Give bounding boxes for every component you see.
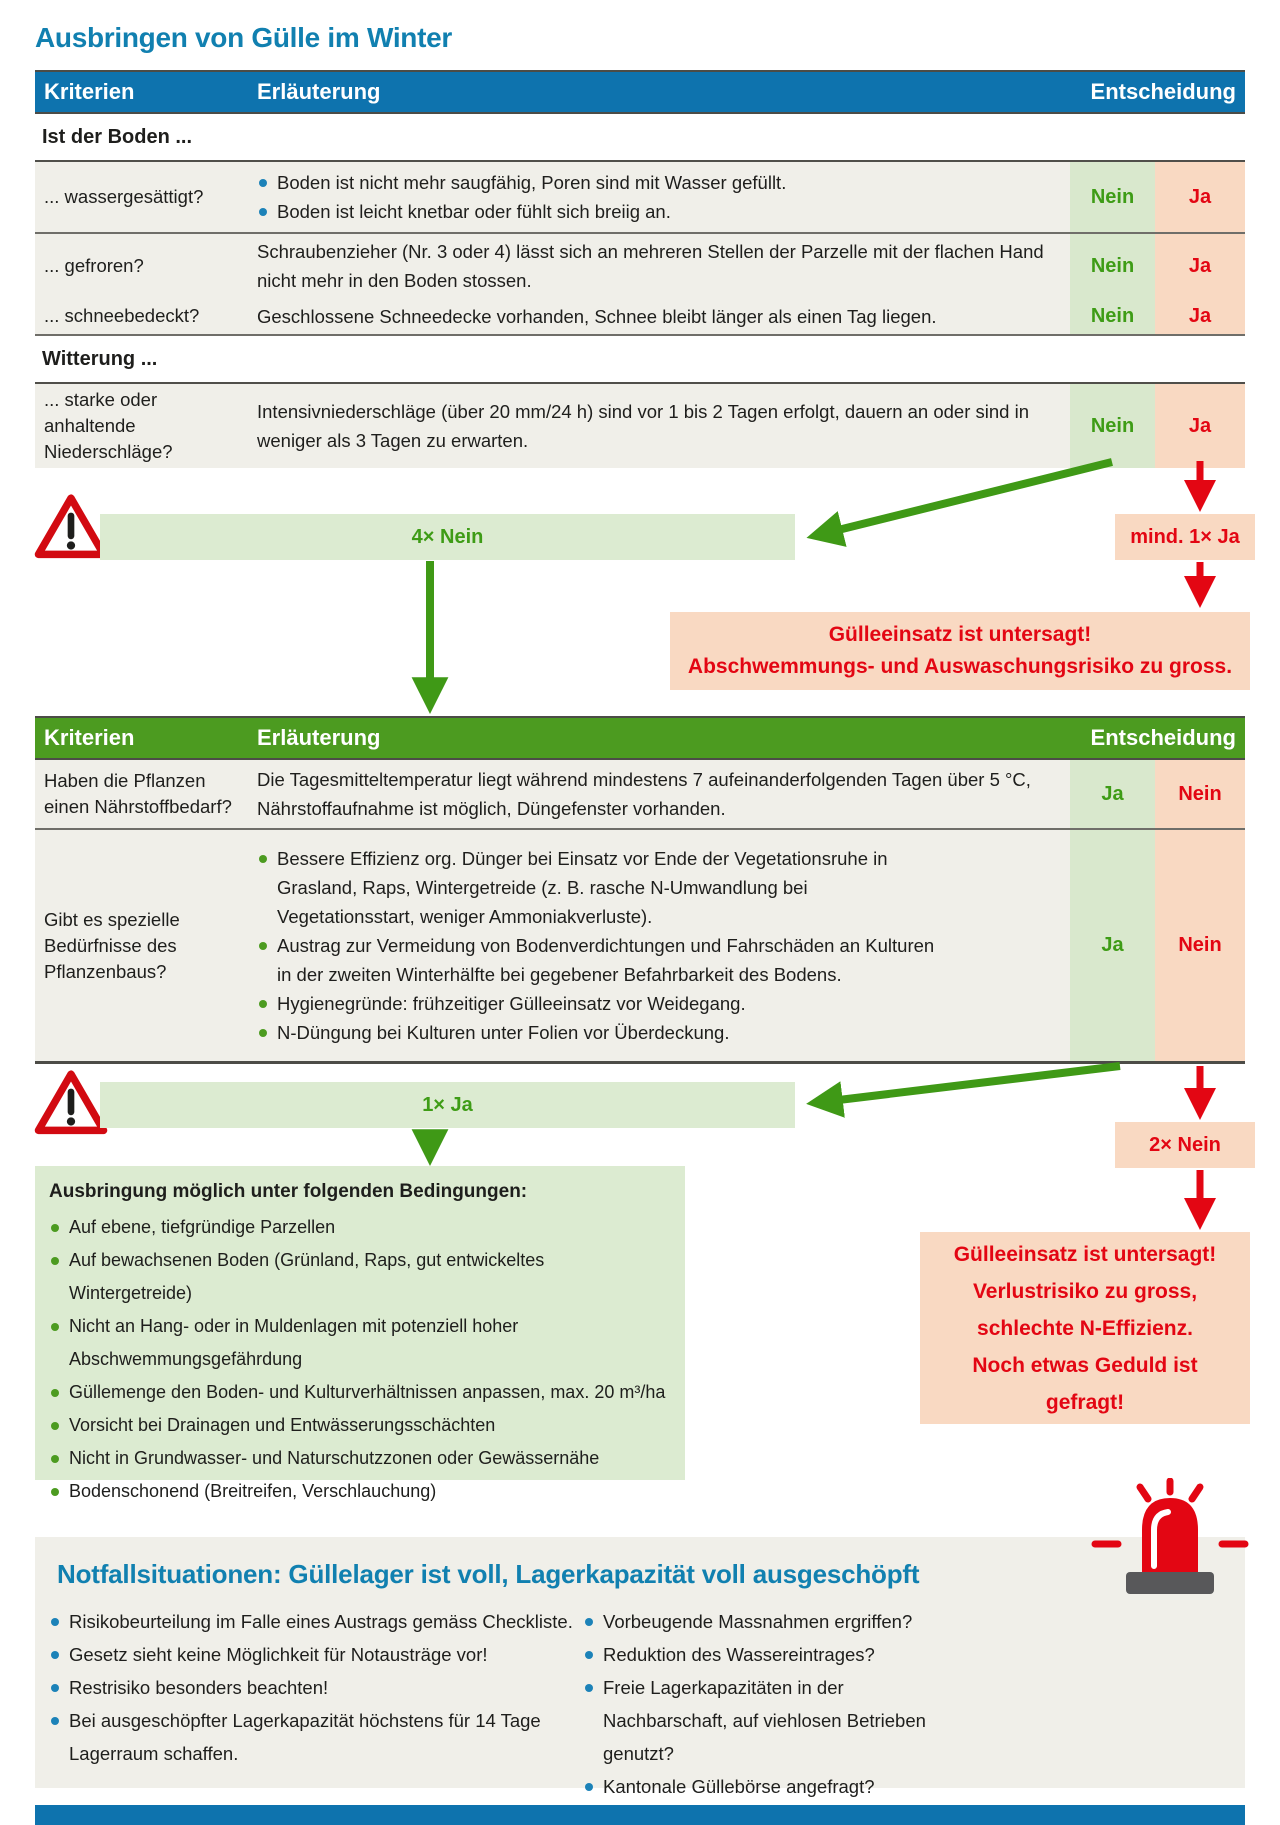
criterion-label: ... schneebedeckt? [35,298,250,334]
bullet-dot [51,1257,59,1265]
criterion-explanation [250,384,1070,468]
list-item [49,1704,589,1770]
list-item-text: Kantonale Güllebörse angefragt? [603,1776,875,1797]
list-item-text: Reduktion des Wassereintrages? [603,1644,875,1665]
list-item [49,1638,589,1671]
warning-triangle-icon [34,486,108,568]
emergency-title: Notfallsituationen: Güllelager ist voll, Lagerkapazität voll ausgeschöpft [57,1559,920,1589]
decision-ja: Ja [1070,760,1155,828]
decision-nein: Nein [1070,234,1155,298]
list-item [49,1475,669,1508]
decision-ja: Ja [1155,384,1245,468]
decision-nein: Nein [1155,830,1245,1061]
list-item-text: Nicht an Hang- oder in Muldenlagen mit potenziell hoher Abschwemmungsgefährdung [69,1316,519,1369]
verdict-line: schlechte N-Effizienz. [977,1316,1193,1340]
list-item [49,1211,669,1244]
list-item-text: Bodenschonend (Breitreifen, Verschlauchung) [69,1481,437,1501]
bullet-dot [585,1783,593,1791]
list-item-text: Auf ebene, tiefgründige Parzellen [69,1217,336,1237]
siren-icon [1090,1478,1250,1610]
list-item-text: Hygienegründe: frühzeitiger Gülleeinsatz vor Weidegang. [277,993,746,1014]
criterion-explanation [250,298,1070,334]
bullet-dot [51,1422,59,1430]
bullet-dot [51,1323,59,1331]
bullet-dot [51,1717,59,1725]
list-item [583,1770,973,1803]
verdict-line: Verlustrisiko zu gross, [972,1279,1198,1303]
list-item-text: Bei ausgeschöpfter Lagerkapazität höchstens für 14 Tage Lagerraum schaffen. [69,1710,541,1764]
flow-label-mind-1x-ja: mind. 1× Ja [1115,514,1255,560]
verdict-box-verlustrisiko [920,1232,1250,1424]
table1-header-erlaeuterung: Erläuterung [257,79,381,104]
section-title-boden: Ist der Boden ... [35,114,1245,162]
list-item-text: Gesetz sieht keine Möglichkeit für Notausträge vor! [69,1644,488,1665]
criterion-label: Gibt es spezielle Bedürfnisse des Pflanzenbaus? [35,830,250,1061]
list-item-text: Güllemenge den Boden- und Kulturverhältnissen anpassen, max. 20 m³/ha [69,1382,666,1402]
list-item-text: Vorbeugende Massnahmen ergriffen? [603,1611,913,1632]
list-item-text: Bessere Effizienz org. Dünger bei Einsatz vor Ende der Vegetationsruhe in Grasland, Raps, Wintergetreide (z. B. rasche N-Umwandlung bei Vegetationsstart, weniger Ammoniakverluste). [277,848,888,927]
table-row-wassergesaettigt [35,162,1245,234]
decision-ja: Ja [1070,830,1155,1061]
explanation-text: Die Tagesmitteltemperatur liegt während mindestens 7 aufeinanderfolgenden Tagen über 5 °C, Nährstoffaufnahme ist möglich, Düngefenster vorhanden. [257,769,1031,819]
footer-bar [35,1805,1245,1825]
explanation-text: Intensivniederschläge (über 20 mm/24 h) sind vor 1 bis 2 Tagen erfolgt, dauern an oder sind in weniger als 3 Tagen zu erwarten. [257,401,1029,451]
criterion-label: Haben die Pflanzen einen Nährstoffbedarf? [35,760,250,828]
bullet-dot [259,208,267,216]
table1-header [35,70,1245,114]
verdict-line: Noch etwas Geduld ist [972,1353,1198,1377]
warning-triangle-icon [34,1062,108,1144]
section-title-witterung: Witterung ... [35,336,1245,384]
criteria-table-soil-weather [35,70,1245,462]
list-item [49,1605,589,1638]
arrow-nein-to-band1 [822,462,1112,534]
criteria-table-plants [35,716,1245,1064]
bullet-dot [51,1618,59,1626]
bullet-dot [585,1651,593,1659]
list-item-text: Auf bewachsenen Boden (Grünland, Raps, gut entwickeltes Wintergetreide) [69,1250,545,1303]
list-item [49,1244,669,1310]
list-item [49,1442,669,1475]
bullet-dot [51,1224,59,1232]
bullet-dot [259,1029,267,1037]
list-item [583,1638,973,1671]
list-item-text: Risikobeurteilung im Falle eines Austrags gemäss Checkliste. [69,1611,573,1632]
table-row-niederschlaege [35,384,1245,462]
list-item-text: Boden ist nicht mehr saugfähig, Poren sind mit Wasser gefüllt. [277,172,787,193]
verdict-line: Gülleeinsatz ist untersagt! [828,623,1092,646]
decision-nein: Nein [1070,298,1155,334]
list-item [49,1376,669,1409]
decision-nein: Nein [1070,162,1155,232]
list-item-text: Vorsicht bei Drainagen und Entwässerungsschächten [69,1415,496,1435]
decision-ja: Ja [1155,234,1245,298]
list-item [49,1409,669,1442]
emergency-list-right [583,1605,973,1803]
bullet-dot [51,1684,59,1692]
conditions-title: Ausbringung möglich unter folgenden Bedingungen: [49,1181,528,1202]
flow-label-4x-nein: 4× Nein [100,514,795,560]
criterion-label: ... starke oder anhaltende Niederschläge? [35,384,250,468]
list-item [257,844,937,931]
flow-label-2x-nein: 2× Nein [1115,1122,1255,1168]
arrow-ja-to-band2 [822,1066,1120,1102]
list-item [257,989,746,1018]
bullet-dot [259,855,267,863]
list-item [583,1671,973,1770]
list-item-text: N-Düngung bei Kulturen unter Folien vor Überdeckung. [277,1022,730,1043]
verdict-box-abschwemmung [670,612,1250,690]
bullet-dot [51,1389,59,1397]
criterion-label: ... wassergesättigt? [35,162,250,232]
criterion-explanation [250,760,1070,828]
decision-nein: Nein [1070,384,1155,468]
decision-ja: Ja [1155,298,1245,334]
table-row-spezielle-beduerfnisse [35,830,1245,1064]
conditions-box [35,1166,685,1501]
bullet-dot [51,1651,59,1659]
bullet-dot [585,1684,593,1692]
bullet-dot [51,1455,59,1463]
page-title: Ausbringen von Gülle im Winter [35,22,453,53]
list-item [257,197,671,226]
criterion-label: ... gefroren? [35,234,250,298]
decision-ja: Ja [1155,162,1245,232]
explanation-text: Geschlossene Schneedecke vorhanden, Schnee bleibt länger als einen Tag liegen. [257,305,937,327]
table2-header-erlaeuterung: Erläuterung [257,725,381,750]
list-item-text: Boden ist leicht knetbar oder fühlt sich breiig an. [277,201,671,222]
table2-header-entscheidung: Entscheidung [1090,725,1236,750]
list-item [257,168,786,197]
list-item [49,1671,589,1704]
criterion-explanation [250,162,1070,232]
table1-header-kriterien: Kriterien [44,79,135,104]
table1-header-entscheidung: Entscheidung [1090,79,1236,104]
bullet-dot [259,179,267,187]
verdict-line: Gülleeinsatz ist untersagt! [953,1242,1217,1266]
verdict-line: Abschwemmungs- und Auswaschungsrisiko zu gross. [687,655,1233,678]
list-item-text: Restrisiko besonders beachten! [69,1677,329,1698]
list-item-text: Nicht in Grundwasser- und Naturschutzzonen oder Gewässernähe [69,1448,600,1468]
criterion-explanation [250,234,1070,298]
table2-header [35,716,1245,760]
list-item [583,1605,973,1638]
bullet-dot [585,1618,593,1626]
explanation-text: Schraubenzieher (Nr. 3 oder 4) lässt sich an mehreren Stellen der Parzelle mit der flachen Hand nicht mehr in den Boden stossen. [257,241,1044,291]
table-row-gefroren [35,234,1245,298]
verdict-line: gefragt! [1045,1390,1125,1414]
bullet-dot [51,1488,59,1496]
table-row-naehrstoffbedarf [35,760,1245,830]
table-row-schneebedeckt [35,298,1245,336]
list-item-text: Austrag zur Vermeidung von Bodenverdichtungen und Fahrschäden an Kulturen in der zweiten Winterhälfte bei gegebener Befahrbarkeit des Bodens. [277,935,935,985]
table2-header-kriterien: Kriterien [44,725,135,750]
flow-label-1x-ja: 1× Ja [100,1082,795,1128]
bullet-dot [259,1000,267,1008]
criterion-explanation [250,830,1070,1061]
decision-nein: Nein [1155,760,1245,828]
list-item [257,1018,729,1047]
emergency-list-left [49,1605,589,1770]
list-item-text: Freie Lagerkapazitäten in der Nachbarschaft, auf viehlosen Betrieben genutzt? [603,1677,926,1764]
list-item [257,931,937,989]
bullet-dot [259,942,267,950]
list-item [49,1310,669,1376]
